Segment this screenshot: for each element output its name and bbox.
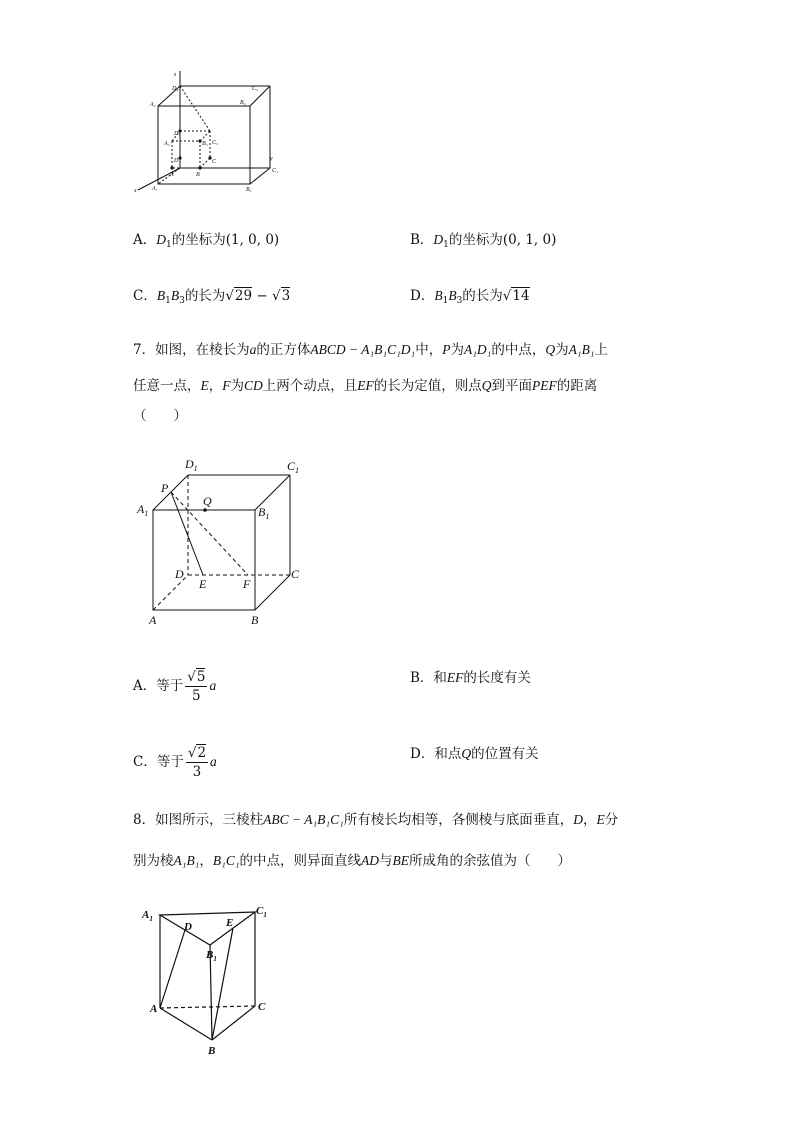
q6-option-b-var: D <box>433 232 444 247</box>
q6-option-d-sub1: 1 <box>442 296 449 306</box>
q6-option-c-prefix: C． <box>133 288 157 304</box>
q8-stem-line1: 8．如图所示，三棱柱ABC − A₁B₁C₁所有棱长均相等，各侧棱与底面垂直，D，E分 <box>133 812 619 828</box>
q6-c2-top-label: C₂ <box>252 86 259 92</box>
q6-option-b-sub: 1 <box>443 240 449 250</box>
q7-option-b[interactable]: B．和EF的长度有关 <box>410 670 531 686</box>
q7-figure <box>133 450 313 630</box>
q6-a3-label: A₃ <box>164 141 170 147</box>
q6-c1-label: C₁ <box>272 168 279 174</box>
q7-option-c-sqrt-icon: √ <box>187 745 197 761</box>
q6-option-d-var2: B <box>448 288 457 303</box>
q7-option-c-prefix: C．等于 <box>133 754 184 770</box>
q8-fig-c-label: C <box>258 1001 266 1013</box>
q8-fig-d-label: D <box>184 921 192 933</box>
q7-option-c-var: a <box>210 754 217 769</box>
q6-b-label: B <box>196 172 200 178</box>
q7-option-c-fraction: $\frac{√2}{3}$ <box>187 745 207 780</box>
q6-option-c-minus: − <box>252 288 273 304</box>
q6-x-label: x <box>134 188 137 194</box>
q7-fig-c1-label: $C_1$ <box>287 459 300 475</box>
q6-a1-label: A₁ <box>152 186 158 192</box>
q6-option-c-sqrt2-icon: √ <box>272 288 281 304</box>
q7-fig-b-label: B <box>251 613 259 627</box>
q8-figure <box>140 900 280 1060</box>
q7-fig-q-label: Q <box>203 494 212 508</box>
q6-b2-top-label: B₂ <box>240 100 246 106</box>
q7-fig-p-label: P <box>161 481 169 495</box>
q6-option-d-var1: B <box>434 288 443 303</box>
q6-option-c-sub1: 1 <box>165 296 171 306</box>
q6-option-c-radicand1: 29 <box>234 288 253 304</box>
q7-stem-line2: 任意一点，E，F为CD上两个动点，且EF的长为定值，则点Q到平面PEF的距离 <box>133 378 598 394</box>
q6-z-label: z <box>174 72 177 78</box>
q8-fig-c1-label: $C_1$ <box>256 905 267 919</box>
q6-option-d[interactable] <box>410 286 530 311</box>
q6-a-label: A <box>170 172 174 178</box>
q7-option-d[interactable]: D．和点Q的位置有关 <box>410 746 539 762</box>
q7-fig-d1-label: $D_1$ <box>185 457 198 473</box>
q6-option-a-value: (1, 0, 0) <box>225 232 280 248</box>
q6-option-c[interactable] <box>133 286 290 311</box>
q7-answer-paren: （ ） <box>133 408 187 424</box>
q6-option-d-prefix: D． <box>410 288 435 304</box>
q7-option-a-var: a <box>209 678 217 693</box>
q6-y-label: y <box>270 156 273 162</box>
q6-option-c-var1: B <box>156 288 166 303</box>
q6-option-c-radicand2: 3 <box>281 288 291 304</box>
q6-option-c-mid: 的长为 <box>184 288 226 304</box>
q6-option-b-value: (0, 1, 0) <box>502 232 557 248</box>
q6-option-c-var2: B <box>170 288 180 303</box>
q8-fig-a-label: A <box>150 1003 158 1015</box>
q6-option-a-mid: 的坐标为 <box>171 232 226 248</box>
q6-option-a-prefix: A． <box>133 232 157 248</box>
q8-fig-b1-label: $B_1$ <box>206 949 217 963</box>
q7-fig-b1-label: $B_1$ <box>258 505 270 521</box>
q6-d-label: D <box>174 158 179 164</box>
q6-option-d-sub2: 3 <box>456 296 463 306</box>
q7-fig-d-label: D <box>175 567 184 581</box>
q6-option-a-var: D <box>156 232 166 247</box>
q8-stem-line2: 别为棱A₁B₁，B₁C₁的中点，则异面直线AD与BE所成角的余弦值为（ ） <box>133 853 572 869</box>
q6-option-b-prefix: B． <box>410 232 434 248</box>
q8-fig-b-label: B <box>208 1045 216 1057</box>
q6-option-a[interactable] <box>133 230 279 255</box>
q6-d2-label: D₂ <box>172 86 179 92</box>
q6-b3-label: B₃ <box>202 141 208 147</box>
q6-d3-label: D₃ <box>174 131 181 137</box>
q8-fig-e-label: E <box>226 917 234 929</box>
q7-fig-c-label: C <box>291 567 300 581</box>
q7-stem-line1: 7．如图，在棱长为a的正方体ABCD − A₁B₁C₁D₁中，P为A₁D₁的中点，Q为A₁B₁上 <box>133 342 609 358</box>
q6-c3-label: C₃ <box>212 140 219 146</box>
q7-option-a[interactable] <box>133 668 216 705</box>
q7-fig-e-label: E <box>199 577 207 591</box>
q6-option-c-sub2: 3 <box>179 296 185 306</box>
q7-fig-a1-label: $A_1$ <box>137 502 149 518</box>
q7-fig-f-label: F <box>243 577 251 591</box>
q7-option-a-fraction: $\frac{√5}{5}$ <box>187 669 206 704</box>
q7-option-a-prefix: A．等于 <box>133 678 184 694</box>
q7-fig-a-label: A <box>149 613 157 627</box>
q6-a2-label: A₂ <box>150 102 156 108</box>
q6-option-d-radicand: 14 <box>512 288 530 304</box>
q6-option-b[interactable] <box>410 230 556 255</box>
q6-figure <box>130 68 280 198</box>
q8-fig-a1-label: $A_1$ <box>142 909 153 923</box>
q6-option-d-sqrt-icon: √ <box>502 288 512 304</box>
q6-b1-label: B₁ <box>246 187 252 193</box>
q6-option-c-sqrt1-icon: √ <box>225 288 234 304</box>
q6-c-label: C <box>212 159 217 165</box>
q6-option-a-sub: 1 <box>166 240 172 250</box>
q6-option-b-mid: 的坐标为 <box>448 232 503 248</box>
q7-option-c[interactable] <box>133 744 217 781</box>
q6-option-d-mid: 的长为 <box>462 288 503 304</box>
q7-option-a-sqrt-icon: √ <box>187 669 196 685</box>
